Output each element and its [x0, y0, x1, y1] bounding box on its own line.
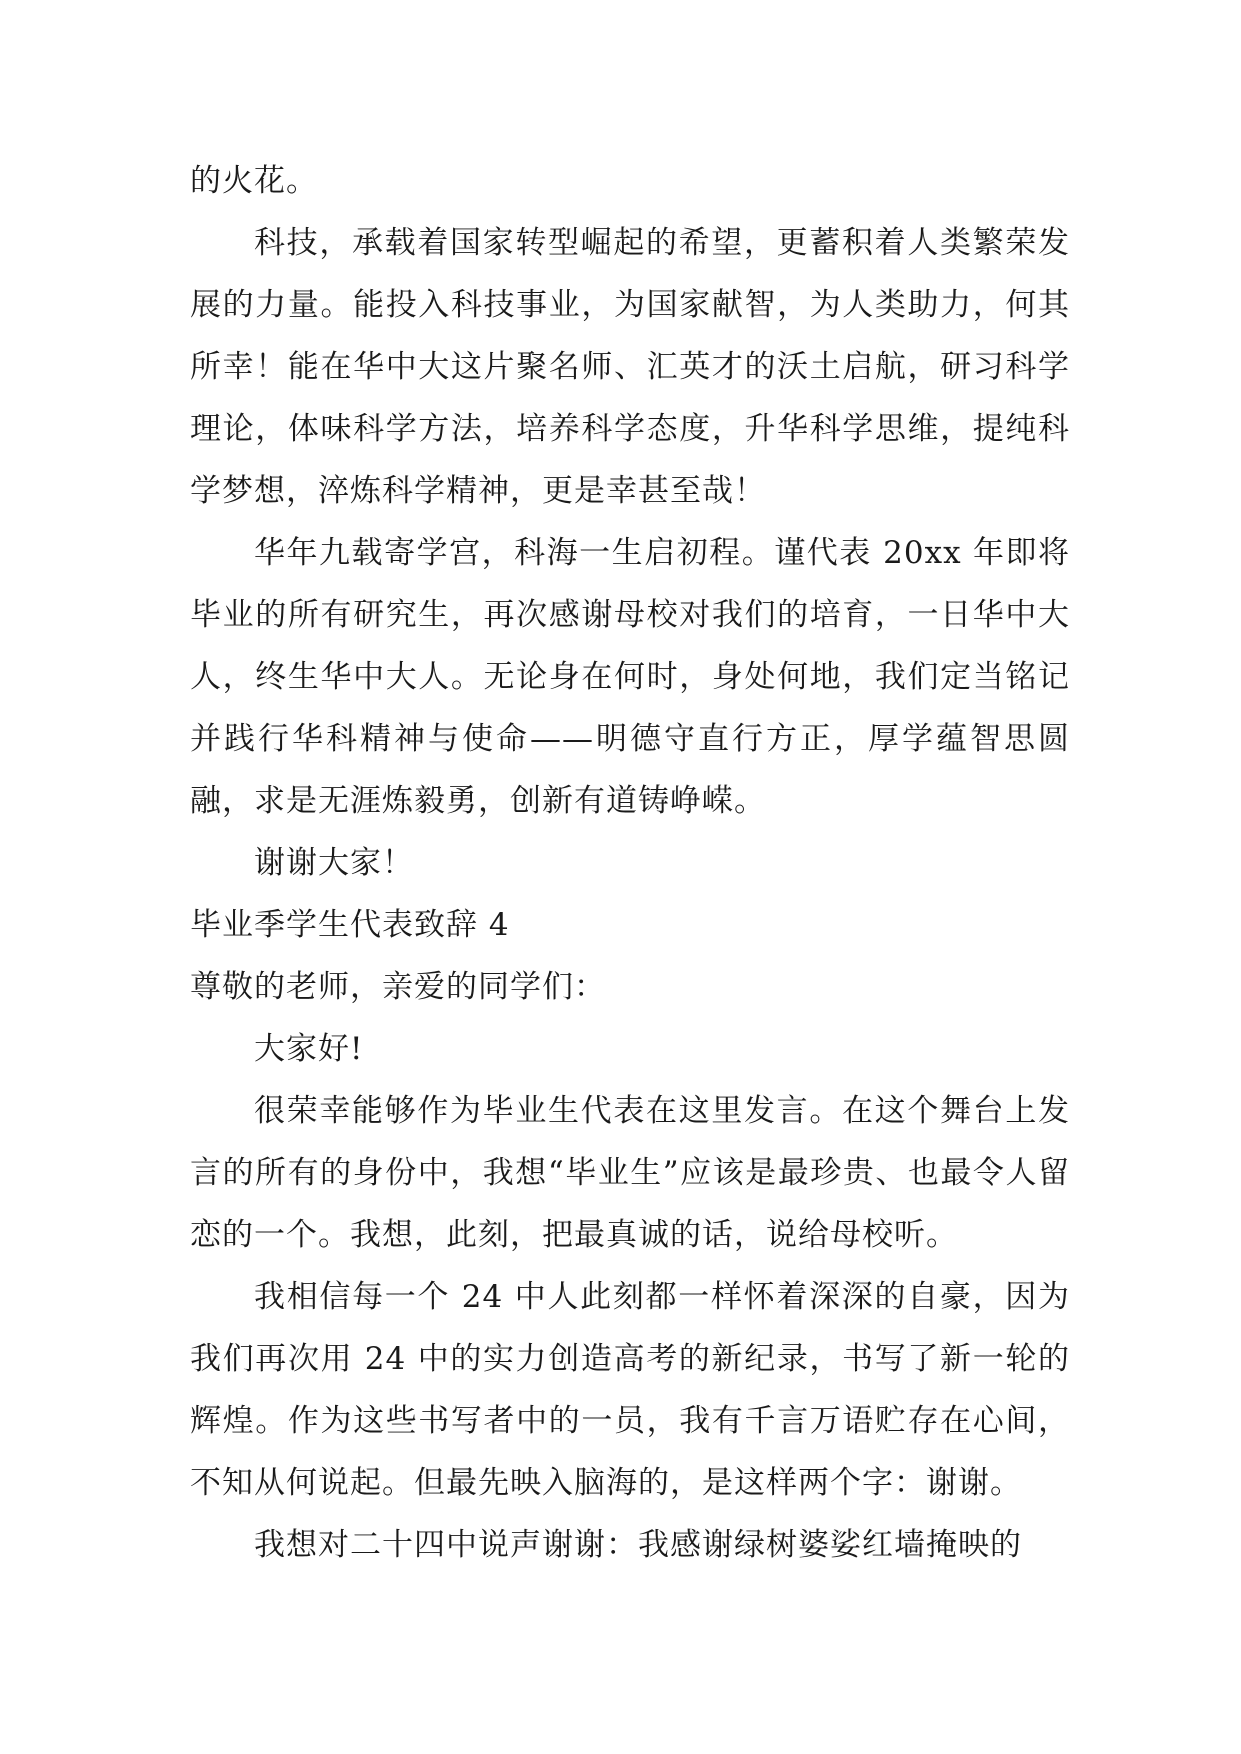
paragraph-technology: 科技，承载着国家转型崛起的希望，更蓄积着人类繁荣发展的力量。能投入科技事业，为国家献智，为人类助力，何其所幸！能在华中大这片聚名师、汇英才的沃土启航，研习科学理论，体味科学方法，培养科学态度，升华科学思维，提纯科学梦想，淬炼科学精神，更是幸甚至哉！: [190, 225, 1070, 509]
section-title: 毕业季学生代表致辞 4: [190, 907, 510, 943]
body-paragraph: 我想对二十四中说声谢谢：我感谢绿树婆娑红墙掩映的: [254, 1527, 1022, 1563]
body-paragraph: 我相信每一个 24 中人此刻都一样怀着深深的自豪，因为我们再次用 24 中的实力创造高考的新纪录，书写了新一轮的辉煌。作为这些书写者中的一员，我有千言万语贮存在心间，不知从何说起。但最先映入脑海的，是这样两个字：谢谢。: [190, 1279, 1070, 1501]
salutation: 尊敬的老师，亲爱的同学们：: [190, 969, 606, 1005]
paragraph-continuation: 的火花。: [190, 163, 318, 199]
paragraph-gratitude: 华年九载寄学宫，科海一生启初程。谨代表 20xx 年即将毕业的所有研究生，再次感谢母校对我们的培育，一日华中大人，终生华中大人。无论身在何时，身处何地，我们定当铭记并践行华科精神与使命——明德守直行方正，厚学蕴智思圆融，求是无涯炼毅勇，创新有道铸峥嵘。: [190, 535, 1070, 819]
body-paragraph: 很荣幸能够作为毕业生代表在这里发言。在这个舞台上发言的所有的身份中，我想“毕业生”应该是最珍贵、也最令人留恋的一个。我想，此刻，把最真诚的话，说给母校听。: [190, 1093, 1070, 1253]
greeting: 大家好!: [254, 1031, 364, 1067]
document-body: [190, 150, 1070, 1576]
paragraph-thanks: 谢谢大家！: [254, 845, 414, 881]
